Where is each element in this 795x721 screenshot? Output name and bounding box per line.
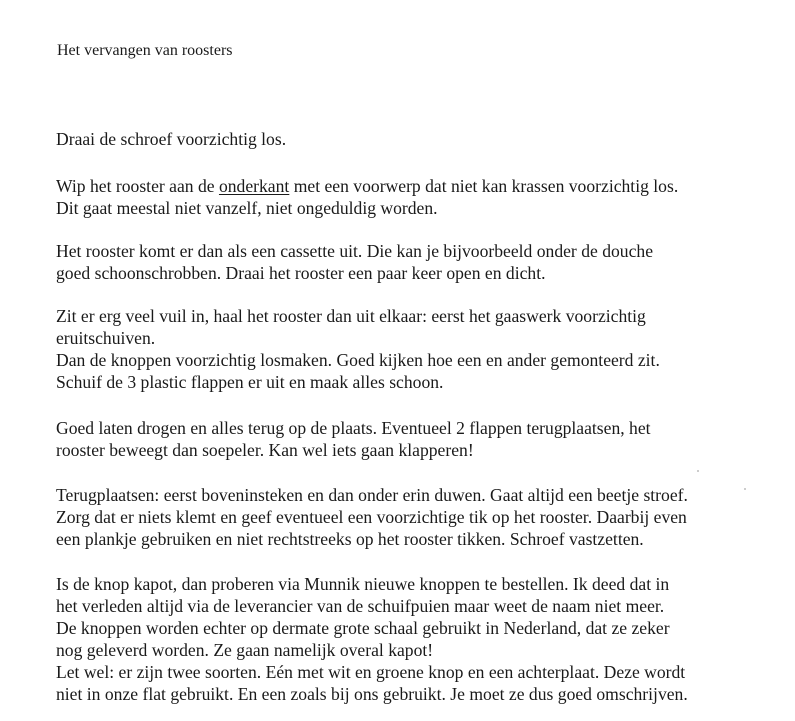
paragraph-6-line-2: Zorg dat er niets klemt en geef eventueel een voorzichtige tik op het rooster. Daarbij even — [56, 507, 687, 527]
paragraph-4-line-3: Dan de knoppen voorzichtig losmaken. Goed kijken hoe een en ander gemonteerd zit. — [56, 350, 660, 370]
paragraph-7-line-2: het verleden altijd via de leverancier van de schuifpuien maar weet de naam niet meer. — [56, 596, 665, 616]
paragraph-7-line-1: Is de knop kapot, dan proberen via Munnik nieuwe knoppen te bestellen. Ik deed dat in — [56, 574, 670, 594]
paragraph-3-line-1: Het rooster komt er dan als een cassette uit. Die kan je bijvoorbeeld onder de douche — [56, 241, 654, 261]
paragraph-6-line-1: Terugplaatsen: eerst boveninsteken en dan onder erin duwen. Gaat altijd een beetje stroef. — [56, 485, 688, 505]
paragraph-6-line-3: een plankje gebruiken en niet rechtstreeks op het rooster tikken. Schroef vastzetten. — [56, 529, 644, 549]
paragraph-5-line-2: rooster beweegt dan soepeler. Kan wel iets gaan klapperen! — [56, 440, 474, 460]
document-title: Het vervangen van roosters — [57, 42, 233, 59]
scan-speck — [744, 488, 746, 490]
paragraph-4-line-4: Schuif de 3 plastic flappen er uit en maak alles schoon. — [56, 372, 444, 392]
underlined-word: onderkant — [218, 176, 290, 196]
scan-speck — [697, 470, 699, 472]
paragraph-3-line-2: goed schoonschrobben. Draai het rooster een paar keer open en dicht. — [56, 263, 546, 283]
paragraph-2-line-1-text-end: met een voorwerp dat niet kan krassen voorzichtig los. — [289, 176, 679, 196]
paragraph-2-line-1-text-start: Wip het rooster aan de — [56, 176, 219, 196]
paragraph-2-line-2: Dit gaat meestal niet vanzelf, niet ongeduldig worden. — [56, 198, 438, 218]
paragraph-2-line-1 — [56, 175, 678, 197]
paragraph-4-line-2: eruitschuiven. — [56, 328, 156, 348]
paragraph-7-line-5: Let wel: er zijn twee soorten. Eén met wit en groene knop en een achterplaat. Deze wordt — [56, 662, 686, 682]
paragraph-1-line-1: Draai de schroef voorzichtig los. — [56, 129, 287, 149]
paragraph-7-line-6: niet in onze flat gebruikt. En een zoals bij ons gebruikt. Je moet ze dus goed omschrijven. — [56, 684, 688, 704]
paragraph-4-line-1: Zit er erg veel vuil in, haal het rooster dan uit elkaar: eerst het gaaswerk voorzichtig — [56, 306, 646, 326]
paragraph-7-line-4: nog geleverd worden. Ze gaan namelijk overal kapot! — [56, 640, 434, 660]
paragraph-5-line-1: Goed laten drogen en alles terug op de plaats. Eventueel 2 flappen terugplaatsen, het — [56, 418, 651, 438]
paragraph-7-line-3: De knoppen worden echter op dermate grote schaal gebruikt in Nederland, dat ze zeker — [56, 618, 670, 638]
